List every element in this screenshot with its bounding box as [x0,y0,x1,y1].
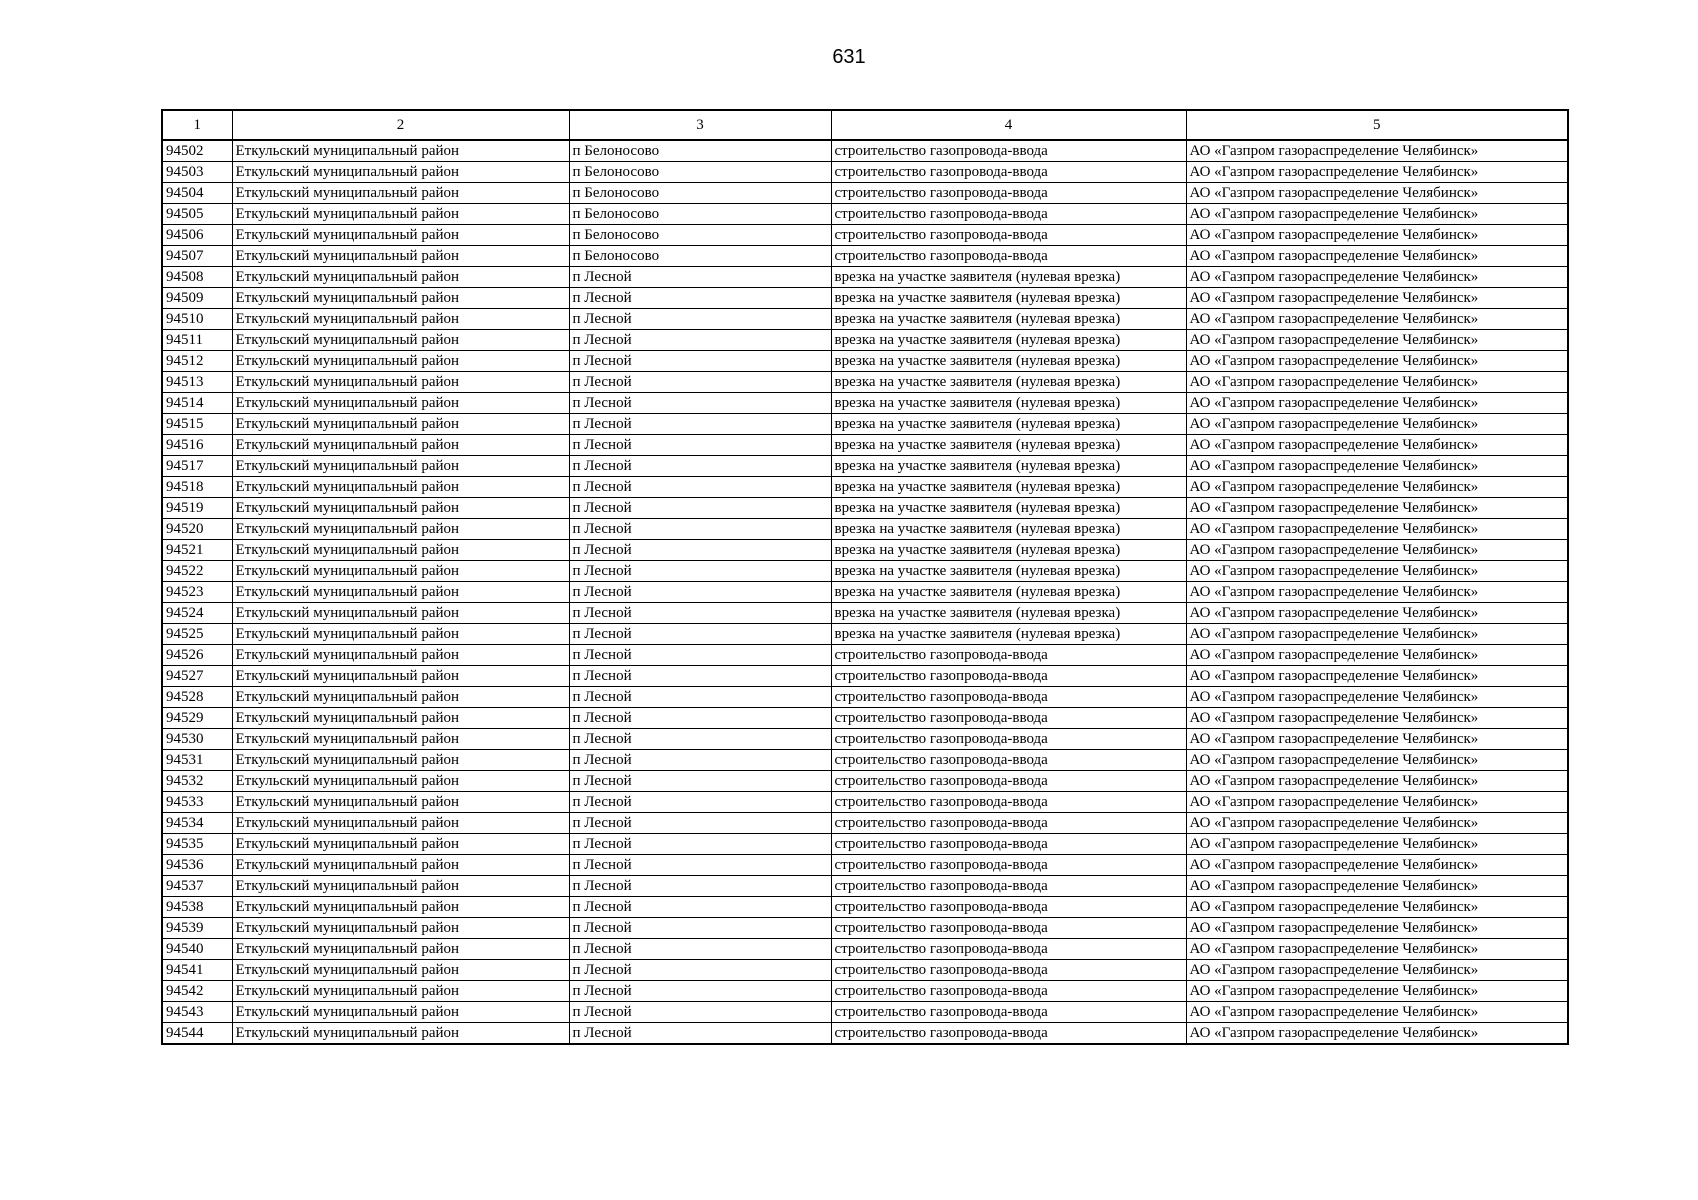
organization-cell: АО «Газпром газораспределение Челябинск» [1186,645,1568,666]
settlement-cell: п Лесной [569,288,831,309]
row-number-cell: 94530 [162,729,232,750]
work-type-cell: врезка на участке заявителя (нулевая врезка) [831,519,1186,540]
district-cell: Еткульский муниципальный район [232,918,569,939]
organization-cell: АО «Газпром газораспределение Челябинск» [1186,624,1568,645]
settlement-cell: п Лесной [569,708,831,729]
settlement-cell: п Лесной [569,918,831,939]
settlement-cell: п Белоносово [569,162,831,183]
work-type-cell: врезка на участке заявителя (нулевая врезка) [831,477,1186,498]
organization-cell: АО «Газпром газораспределение Челябинск» [1186,204,1568,225]
organization-cell: АО «Газпром газораспределение Челябинск» [1186,603,1568,624]
district-cell: Еткульский муниципальный район [232,540,569,561]
organization-cell: АО «Газпром газораспределение Челябинск» [1186,771,1568,792]
table-row [162,792,1568,813]
row-number-cell: 94504 [162,183,232,204]
row-number-cell: 94510 [162,309,232,330]
organization-cell: АО «Газпром газораспределение Челябинск» [1186,477,1568,498]
column-header-3: 3 [569,110,831,140]
district-cell: Еткульский муниципальный район [232,624,569,645]
row-number-cell: 94514 [162,393,232,414]
settlement-cell: п Белоносово [569,183,831,204]
table-row [162,855,1568,876]
district-cell: Еткульский муниципальный район [232,140,569,162]
district-cell: Еткульский муниципальный район [232,498,569,519]
work-type-cell: строительство газопровода-ввода [831,708,1186,729]
settlement-cell: п Лесной [569,456,831,477]
table-row [162,456,1568,477]
district-cell: Еткульский муниципальный район [232,519,569,540]
district-cell: Еткульский муниципальный район [232,645,569,666]
settlement-cell: п Белоносово [569,204,831,225]
district-cell: Еткульский муниципальный район [232,813,569,834]
work-type-cell: врезка на участке заявителя (нулевая врезка) [831,267,1186,288]
organization-cell: АО «Газпром газораспределение Челябинск» [1186,225,1568,246]
district-cell: Еткульский муниципальный район [232,372,569,393]
table-row [162,939,1568,960]
organization-cell: АО «Газпром газораспределение Челябинск» [1186,687,1568,708]
district-cell: Еткульский муниципальный район [232,204,569,225]
district-cell: Еткульский муниципальный район [232,960,569,981]
district-cell: Еткульский муниципальный район [232,393,569,414]
table-row [162,624,1568,645]
settlement-cell: п Лесной [569,960,831,981]
organization-cell: АО «Газпром газораспределение Челябинск» [1186,792,1568,813]
work-type-cell: строительство газопровода-ввода [831,183,1186,204]
organization-cell: АО «Газпром газораспределение Челябинск» [1186,561,1568,582]
district-cell: Еткульский муниципальный район [232,582,569,603]
table-row [162,330,1568,351]
district-cell: Еткульский муниципальный район [232,267,569,288]
row-number-cell: 94524 [162,603,232,624]
work-type-cell: врезка на участке заявителя (нулевая врезка) [831,603,1186,624]
table-row [162,393,1568,414]
organization-cell: АО «Газпром газораспределение Челябинск» [1186,582,1568,603]
row-number-cell: 94538 [162,897,232,918]
table-row [162,687,1568,708]
settlement-cell: п Лесной [569,624,831,645]
organization-cell: АО «Газпром газораспределение Челябинск» [1186,414,1568,435]
settlement-cell: п Белоносово [569,140,831,162]
work-type-cell: строительство газопровода-ввода [831,939,1186,960]
table-row [162,204,1568,225]
row-number-cell: 94543 [162,1002,232,1023]
table-row [162,582,1568,603]
settlement-cell: п Лесной [569,414,831,435]
row-number-cell: 94505 [162,204,232,225]
district-cell: Еткульский муниципальный район [232,1023,569,1045]
work-type-cell: врезка на участке заявителя (нулевая врезка) [831,288,1186,309]
organization-cell: АО «Газпром газораспределение Челябинск» [1186,393,1568,414]
district-cell: Еткульский муниципальный район [232,750,569,771]
district-cell: Еткульский муниципальный район [232,561,569,582]
work-type-cell: строительство газопровода-ввода [831,1023,1186,1045]
table-row [162,729,1568,750]
table-row [162,246,1568,267]
table-row [162,351,1568,372]
table-row [162,540,1568,561]
settlement-cell: п Лесной [569,981,831,1002]
row-number-cell: 94508 [162,267,232,288]
settlement-cell: п Лесной [569,834,831,855]
organization-cell: АО «Газпром газораспределение Челябинск» [1186,183,1568,204]
settlement-cell: п Лесной [569,897,831,918]
table-row [162,162,1568,183]
district-cell: Еткульский муниципальный район [232,435,569,456]
work-type-cell: строительство газопровода-ввода [831,960,1186,981]
settlement-cell: п Лесной [569,435,831,456]
settlement-cell: п Лесной [569,603,831,624]
district-cell: Еткульский муниципальный район [232,414,569,435]
district-cell: Еткульский муниципальный район [232,351,569,372]
settlement-cell: п Лесной [569,267,831,288]
organization-cell: АО «Газпром газораспределение Челябинск» [1186,456,1568,477]
district-cell: Еткульский муниципальный район [232,981,569,1002]
work-type-cell: врезка на участке заявителя (нулевая врезка) [831,309,1186,330]
row-number-cell: 94502 [162,140,232,162]
table-row [162,498,1568,519]
row-number-cell: 94513 [162,372,232,393]
row-number-cell: 94526 [162,645,232,666]
organization-cell: АО «Газпром газораспределение Челябинск» [1186,435,1568,456]
organization-cell: АО «Газпром газораспределение Челябинск» [1186,855,1568,876]
district-cell: Еткульский муниципальный район [232,246,569,267]
table-row [162,309,1568,330]
page-number: 631 [832,46,866,68]
row-number-cell: 94527 [162,666,232,687]
organization-cell: АО «Газпром газораспределение Челябинск» [1186,309,1568,330]
organization-cell: АО «Газпром газораспределение Челябинск» [1186,708,1568,729]
settlement-cell: п Лесной [569,477,831,498]
work-type-cell: врезка на участке заявителя (нулевая врезка) [831,435,1186,456]
organization-cell: АО «Газпром газораспределение Челябинск» [1186,1023,1568,1045]
row-number-cell: 94540 [162,939,232,960]
row-number-cell: 94536 [162,855,232,876]
row-number-cell: 94519 [162,498,232,519]
district-cell: Еткульский муниципальный район [232,309,569,330]
work-type-cell: врезка на участке заявителя (нулевая врезка) [831,540,1186,561]
settlement-cell: п Лесной [569,330,831,351]
row-number-cell: 94516 [162,435,232,456]
settlement-cell: п Лесной [569,771,831,792]
district-cell: Еткульский муниципальный район [232,477,569,498]
organization-cell: АО «Газпром газораспределение Челябинск» [1186,498,1568,519]
district-cell: Еткульский муниципальный район [232,288,569,309]
row-number-cell: 94512 [162,351,232,372]
organization-cell: АО «Газпром газораспределение Челябинск» [1186,918,1568,939]
table-row [162,1023,1568,1045]
district-cell: Еткульский муниципальный район [232,939,569,960]
settlement-cell: п Лесной [569,729,831,750]
row-number-cell: 94535 [162,834,232,855]
work-type-cell: строительство газопровода-ввода [831,897,1186,918]
work-type-cell: врезка на участке заявителя (нулевая врезка) [831,561,1186,582]
work-type-cell: врезка на участке заявителя (нулевая врезка) [831,456,1186,477]
register-table [161,109,1569,1045]
column-header-5: 5 [1186,110,1568,140]
table-row [162,876,1568,897]
table-header-row [162,110,1568,140]
row-number-cell: 94517 [162,456,232,477]
row-number-cell: 94537 [162,876,232,897]
organization-cell: АО «Газпром газораспределение Челябинск» [1186,519,1568,540]
work-type-cell: врезка на участке заявителя (нулевая врезка) [831,351,1186,372]
settlement-cell: п Лесной [569,582,831,603]
district-cell: Еткульский муниципальный район [232,1002,569,1023]
organization-cell: АО «Газпром газораспределение Челябинск» [1186,288,1568,309]
table-row [162,603,1568,624]
organization-cell: АО «Газпром газораспределение Челябинск» [1186,267,1568,288]
work-type-cell: строительство газопровода-ввода [831,771,1186,792]
settlement-cell: п Лесной [569,876,831,897]
row-number-cell: 94534 [162,813,232,834]
row-number-cell: 94532 [162,771,232,792]
settlement-cell: п Лесной [569,1023,831,1045]
table-row [162,1002,1568,1023]
row-number-cell: 94542 [162,981,232,1002]
row-number-cell: 94544 [162,1023,232,1045]
organization-cell: АО «Газпром газораспределение Челябинск» [1186,813,1568,834]
work-type-cell: строительство газопровода-ввода [831,750,1186,771]
table-row [162,666,1568,687]
table-row [162,834,1568,855]
table-row [162,918,1568,939]
work-type-cell: строительство газопровода-ввода [831,140,1186,162]
table-row [162,288,1568,309]
table-body [162,140,1568,1044]
district-cell: Еткульский муниципальный район [232,834,569,855]
settlement-cell: п Белоносово [569,225,831,246]
table-row [162,897,1568,918]
column-header-1: 1 [162,110,232,140]
row-number-cell: 94539 [162,918,232,939]
work-type-cell: строительство газопровода-ввода [831,918,1186,939]
table-row [162,183,1568,204]
district-cell: Еткульский муниципальный район [232,897,569,918]
row-number-cell: 94503 [162,162,232,183]
work-type-cell: врезка на участке заявителя (нулевая врезка) [831,624,1186,645]
row-number-cell: 94521 [162,540,232,561]
work-type-cell: строительство газопровода-ввода [831,204,1186,225]
row-number-cell: 94511 [162,330,232,351]
organization-cell: АО «Газпром газораспределение Челябинск» [1186,162,1568,183]
table-row [162,960,1568,981]
table-row [162,140,1568,162]
settlement-cell: п Лесной [569,498,831,519]
settlement-cell: п Лесной [569,372,831,393]
district-cell: Еткульский муниципальный район [232,225,569,246]
row-number-cell: 94515 [162,414,232,435]
work-type-cell: строительство газопровода-ввода [831,225,1186,246]
work-type-cell: строительство газопровода-ввода [831,246,1186,267]
row-number-cell: 94509 [162,288,232,309]
organization-cell: АО «Газпром газораспределение Челябинск» [1186,540,1568,561]
district-cell: Еткульский муниципальный район [232,687,569,708]
organization-cell: АО «Газпром газораспределение Челябинск» [1186,372,1568,393]
settlement-cell: п Белоносово [569,246,831,267]
settlement-cell: п Лесной [569,855,831,876]
table-row [162,561,1568,582]
work-type-cell: строительство газопровода-ввода [831,855,1186,876]
table-row [162,435,1568,456]
work-type-cell: строительство газопровода-ввода [831,729,1186,750]
district-cell: Еткульский муниципальный район [232,456,569,477]
row-number-cell: 94533 [162,792,232,813]
settlement-cell: п Лесной [569,519,831,540]
organization-cell: АО «Газпром газораспределение Челябинск» [1186,897,1568,918]
work-type-cell: строительство газопровода-ввода [831,645,1186,666]
settlement-cell: п Лесной [569,561,831,582]
table-row [162,708,1568,729]
row-number-cell: 94528 [162,687,232,708]
organization-cell: АО «Газпром газораспределение Челябинск» [1186,939,1568,960]
organization-cell: АО «Газпром газораспределение Челябинск» [1186,729,1568,750]
table-row [162,372,1568,393]
row-number-cell: 94507 [162,246,232,267]
district-cell: Еткульский муниципальный район [232,183,569,204]
district-cell: Еткульский муниципальный район [232,771,569,792]
column-header-2: 2 [232,110,569,140]
work-type-cell: строительство газопровода-ввода [831,876,1186,897]
district-cell: Еткульский муниципальный район [232,792,569,813]
row-number-cell: 94520 [162,519,232,540]
work-type-cell: строительство газопровода-ввода [831,981,1186,1002]
organization-cell: АО «Газпром газораспределение Челябинск» [1186,666,1568,687]
settlement-cell: п Лесной [569,750,831,771]
work-type-cell: строительство газопровода-ввода [831,162,1186,183]
settlement-cell: п Лесной [569,813,831,834]
row-number-cell: 94531 [162,750,232,771]
settlement-cell: п Лесной [569,309,831,330]
work-type-cell: врезка на участке заявителя (нулевая врезка) [831,582,1186,603]
work-type-cell: врезка на участке заявителя (нулевая врезка) [831,498,1186,519]
organization-cell: АО «Газпром газораспределение Челябинск» [1186,1002,1568,1023]
table-row [162,645,1568,666]
district-cell: Еткульский муниципальный район [232,162,569,183]
organization-cell: АО «Газпром газораспределение Челябинск» [1186,140,1568,162]
organization-cell: АО «Газпром газораспределение Челябинск» [1186,960,1568,981]
column-header-4: 4 [831,110,1186,140]
district-cell: Еткульский муниципальный район [232,666,569,687]
row-number-cell: 94525 [162,624,232,645]
table-row [162,981,1568,1002]
table-row [162,813,1568,834]
work-type-cell: врезка на участке заявителя (нулевая врезка) [831,372,1186,393]
organization-cell: АО «Газпром газораспределение Челябинск» [1186,876,1568,897]
district-cell: Еткульский муниципальный район [232,876,569,897]
row-number-cell: 94522 [162,561,232,582]
settlement-cell: п Лесной [569,645,831,666]
district-cell: Еткульский муниципальный район [232,603,569,624]
row-number-cell: 94523 [162,582,232,603]
work-type-cell: строительство газопровода-ввода [831,1002,1186,1023]
row-number-cell: 94529 [162,708,232,729]
settlement-cell: п Лесной [569,351,831,372]
work-type-cell: строительство газопровода-ввода [831,834,1186,855]
district-cell: Еткульский муниципальный район [232,855,569,876]
table-row [162,414,1568,435]
row-number-cell: 94506 [162,225,232,246]
table-row [162,225,1568,246]
district-cell: Еткульский муниципальный район [232,708,569,729]
row-number-cell: 94541 [162,960,232,981]
work-type-cell: строительство газопровода-ввода [831,666,1186,687]
work-type-cell: врезка на участке заявителя (нулевая врезка) [831,330,1186,351]
table-row [162,750,1568,771]
work-type-cell: врезка на участке заявителя (нулевая врезка) [831,393,1186,414]
settlement-cell: п Лесной [569,1002,831,1023]
work-type-cell: строительство газопровода-ввода [831,687,1186,708]
row-number-cell: 94518 [162,477,232,498]
settlement-cell: п Лесной [569,393,831,414]
organization-cell: АО «Газпром газораспределение Челябинск» [1186,351,1568,372]
table-row [162,477,1568,498]
organization-cell: АО «Газпром газораспределение Челябинск» [1186,834,1568,855]
organization-cell: АО «Газпром газораспределение Челябинск» [1186,981,1568,1002]
organization-cell: АО «Газпром газораспределение Челябинск» [1186,330,1568,351]
work-type-cell: строительство газопровода-ввода [831,813,1186,834]
organization-cell: АО «Газпром газораспределение Челябинск» [1186,750,1568,771]
work-type-cell: строительство газопровода-ввода [831,792,1186,813]
settlement-cell: п Лесной [569,666,831,687]
table-row [162,519,1568,540]
settlement-cell: п Лесной [569,540,831,561]
district-cell: Еткульский муниципальный район [232,330,569,351]
table-row [162,267,1568,288]
settlement-cell: п Лесной [569,687,831,708]
settlement-cell: п Лесной [569,939,831,960]
settlement-cell: п Лесной [569,792,831,813]
organization-cell: АО «Газпром газораспределение Челябинск» [1186,246,1568,267]
table-row [162,771,1568,792]
district-cell: Еткульский муниципальный район [232,729,569,750]
work-type-cell: врезка на участке заявителя (нулевая врезка) [831,414,1186,435]
